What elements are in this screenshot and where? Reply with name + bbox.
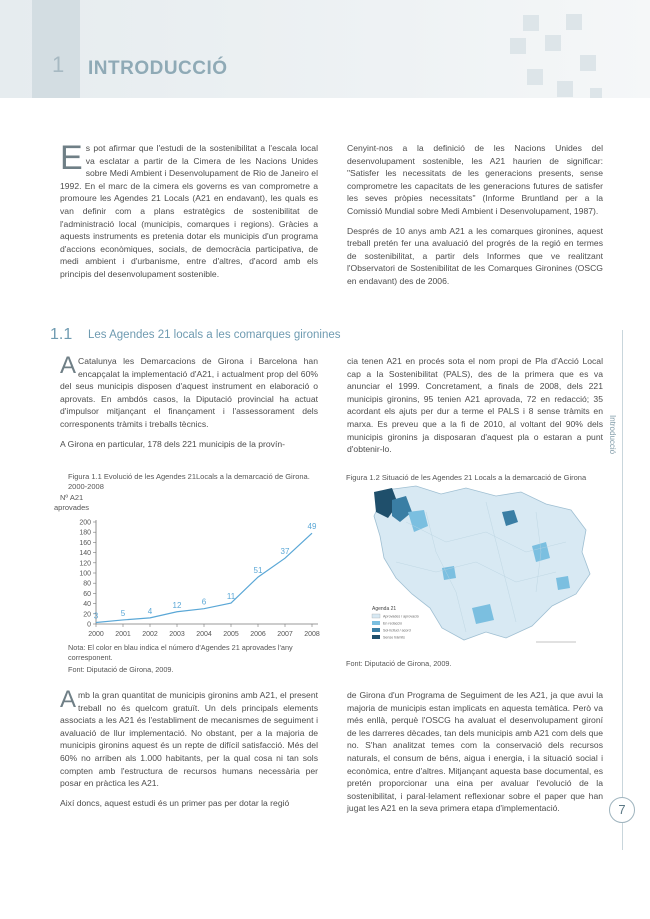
y-axis-label-line2: aprovades bbox=[54, 503, 90, 512]
chapter-title: INTRODUCCIÓ bbox=[88, 58, 228, 79]
x-tick-label: 2002 bbox=[142, 631, 158, 638]
data-label: 51 bbox=[253, 566, 263, 576]
section-number: 1.1 bbox=[50, 326, 73, 343]
decorative-square bbox=[523, 15, 539, 31]
y-tick-label: 20 bbox=[83, 611, 91, 619]
x-tick-label: 2006 bbox=[250, 631, 266, 638]
decorative-square bbox=[580, 55, 596, 71]
closing-left-text: mb la gran quantitat de municipis gironins amb A21, el present treball no és quelcom gratuït. Un dels principals elements associats a les A21 és l'establiment de mecanismes de seguiment i avaluació de llur implementació. No obstant, per a la majoria de municipis gironins aquest és un repte de difícil satisfacció. Més del 60% no arriben als 1.000 habitants, per la qual cosa ni tan sols compten amb l'estructura de recursos humans necessària per posar en pràctica les A21. bbox=[60, 690, 318, 789]
data-label: 49 bbox=[307, 522, 317, 532]
section-left-column bbox=[60, 352, 318, 457]
y-tick-label: 160 bbox=[79, 539, 91, 547]
chapter-number-block bbox=[32, 0, 80, 98]
x-tick-label: 2004 bbox=[196, 631, 212, 638]
figure2-map bbox=[346, 482, 608, 654]
section-right-column bbox=[347, 355, 603, 463]
data-label: 4 bbox=[147, 606, 153, 616]
closing-left-column bbox=[60, 686, 318, 816]
map-legend-item: En redacció bbox=[383, 621, 402, 626]
map-legend-item: Sense tràmits bbox=[383, 635, 405, 640]
y-axis-label-line1: Nº A21 bbox=[60, 493, 84, 502]
y-tick-label: 140 bbox=[79, 550, 91, 558]
decorative-square bbox=[527, 69, 543, 85]
data-label: 37 bbox=[280, 547, 290, 557]
figure1-line-chart bbox=[50, 492, 330, 642]
sidebar-rule bbox=[622, 330, 623, 850]
x-tick-label: 2003 bbox=[169, 631, 185, 638]
intro-left-text: s pot afirmar que l'estudi de la sostenibilitat a l'escala local va esclatar a partir de la Cimera de les Nacions Unides sobre Medi Ambient i Desenvolupament de Rio de Janeiro el 1992. En el marc de la cimera els governs es van comprometre a promoure les Agendes 21 Locals (A21 en endavant), les quals es van definir com a plans estratègics de sostenibilitat de l'administració local (municipis, comarques i regions). Gràcies a aquests instruments es pretenia dotar els municipis d'un programa d'accions econòmiques, socials, de democràcia participativa, de medi ambient i d'urbanisme, entre d'altres, d'acord amb els principis del desenvolupament sostenible. bbox=[60, 143, 318, 279]
closing-paragraph bbox=[60, 686, 318, 790]
data-label: 3 bbox=[93, 611, 99, 621]
data-label: 6 bbox=[201, 597, 207, 607]
closing-left-paragraph-2: Així doncs, aquest estudi és un primer pas per dotar la regió bbox=[60, 797, 290, 808]
figure1-caption: Figura 1.1 Evolució de les Agendes 21Locals a la demarcació de Girona. 2000-2008 bbox=[68, 472, 310, 491]
figure1-note: Nota: El color en blau indica el número d'Agendes 21 aprovades l'any corresponent. bbox=[68, 643, 293, 662]
closing-right-paragraph: de Girona d'un Programa de Seguiment de les A21, ja que avui la majoria de municipis estan implicats en aquesta temàtica. Però va més enllà, perquè l'OSCG ha avaluat el desenvolupament gironí de les darreres dècades, tan dels municipis amb A21 com dels que no. S'han analitzat temes com la conservació dels recursos naturals, el consum de béns, aigua i energia, i la situació social i econòmica, entre d'altres. Mitjançant aquesta base documental, es pretén proporcionar una eina per avaluar l'evolució de la sostenibilitat, i paral·lelament reflexionar sobre el paper que han jugat les A21 en la seva primera etapa d'implementació. bbox=[347, 690, 603, 814]
section-right-paragraph: cia tenen A21 en procés sota el nom propi de Pla d'Acció Local cap a la Sostenibilitat (PALS), des de la primera que es va anunciar el 1999. Concretament, a finals de 2008, dels 221 municipis gironins, 95 tenien A21 aprovada, 72 en redacció; 35 acordant els ajuts per dur a terme el PALS i 8 sense tràmits en marxa. Es preveu que a la fi de 2010, al voltant del 90% dels municipis gironins ja disposaran d'aquest pla o estaran a punt d'obtenir-lo. bbox=[347, 356, 603, 455]
figure2-caption: Figura 1.2 Situació de les Agendes 21 Locals a la demarcació de Girona bbox=[346, 473, 587, 482]
x-tick-label: 2000 bbox=[88, 631, 104, 638]
figure2-source: Font: Diputació de Girona, 2009. bbox=[346, 659, 452, 668]
decorative-square bbox=[566, 14, 582, 30]
y-tick-label: 120 bbox=[79, 560, 91, 568]
drop-cap: A bbox=[60, 352, 77, 379]
y-tick-label: 200 bbox=[79, 519, 91, 527]
section-left-text: Catalunya les Demarcacions de Girona i Barcelona han encapçalat la implementació d'A21, i actualment prop del 60% del seus municipis disposen d'aquest instrument en elaboració o aprovats. En ambdós casos, la Diputació provincial ha actuat d'impulsor mitjançant el finançament i l'assessorament dels corresponents tràmits i treballs tècnics. bbox=[60, 356, 318, 429]
y-tick-label: 80 bbox=[83, 580, 91, 588]
section-left-paragraph-2: A Girona en particular, 178 dels 221 municipis de la provín- bbox=[60, 438, 285, 449]
map-region-light bbox=[556, 576, 570, 590]
map-legend-item: Sol·licitud / acord bbox=[383, 628, 411, 633]
y-tick-label: 180 bbox=[79, 529, 91, 537]
decorative-square bbox=[510, 38, 526, 54]
map-legend-title: Agenda 21 bbox=[372, 606, 397, 612]
section-paragraph bbox=[60, 352, 318, 431]
decorative-square bbox=[590, 88, 602, 98]
x-tick-label: 2001 bbox=[115, 631, 131, 638]
y-tick-label: 60 bbox=[83, 590, 91, 598]
x-tick-label: 2007 bbox=[277, 631, 293, 638]
data-label: 5 bbox=[120, 608, 126, 618]
intro-right-paragraph-2: Després de 10 anys amb A21 a les comarques gironines, aquest treball pretén fer una avaluació del progrés de la regió en termes de sostenibilitat, a partir dels Informes que ve realitzant l'Observatori de Sostenibilitat de les Comarques Gironines (OSCG en endavant) des de 2006. bbox=[347, 225, 603, 286]
y-tick-label: 100 bbox=[79, 570, 91, 578]
section-title: Les Agendes 21 locals a les comarques gironines bbox=[88, 329, 341, 341]
intro-right-column bbox=[347, 142, 603, 295]
x-tick-label: 2005 bbox=[223, 631, 239, 638]
intro-right-paragraph-1: Cenyint-nos a la definició de les Nacions Unides del desenvolupament sostenible, les A21 haurien de significar: "Satisfer les necessitats de les generacions presents, sense comprometre les capacitats de les generacions futures de satisfer les seves pròpies necessitats" (Informe Bruntland per a la Comissió Mundial sobre Medi Ambient i Desenvolupament, 1987). bbox=[347, 143, 603, 216]
data-label: 11 bbox=[226, 592, 236, 602]
sidebar-section-label: Introducció bbox=[608, 415, 617, 455]
x-tick-label: 2008 bbox=[304, 631, 320, 638]
closing-right-column bbox=[347, 689, 603, 822]
y-tick-label: 0 bbox=[87, 621, 91, 629]
map-legend-item: Aprovades / aprovació bbox=[383, 614, 419, 619]
intro-left-column bbox=[60, 139, 318, 288]
decorative-square bbox=[557, 81, 573, 97]
drop-cap: A bbox=[60, 686, 77, 713]
figure1-source: Font: Diputació de Girona, 2009. bbox=[68, 665, 174, 674]
data-label: 12 bbox=[172, 600, 182, 610]
chapter-number: 1 bbox=[52, 52, 65, 77]
intro-paragraph bbox=[60, 139, 318, 281]
page-number: 7 bbox=[609, 797, 635, 823]
drop-cap: E bbox=[60, 139, 83, 177]
y-tick-label: 40 bbox=[83, 601, 91, 609]
decorative-square bbox=[545, 35, 561, 51]
